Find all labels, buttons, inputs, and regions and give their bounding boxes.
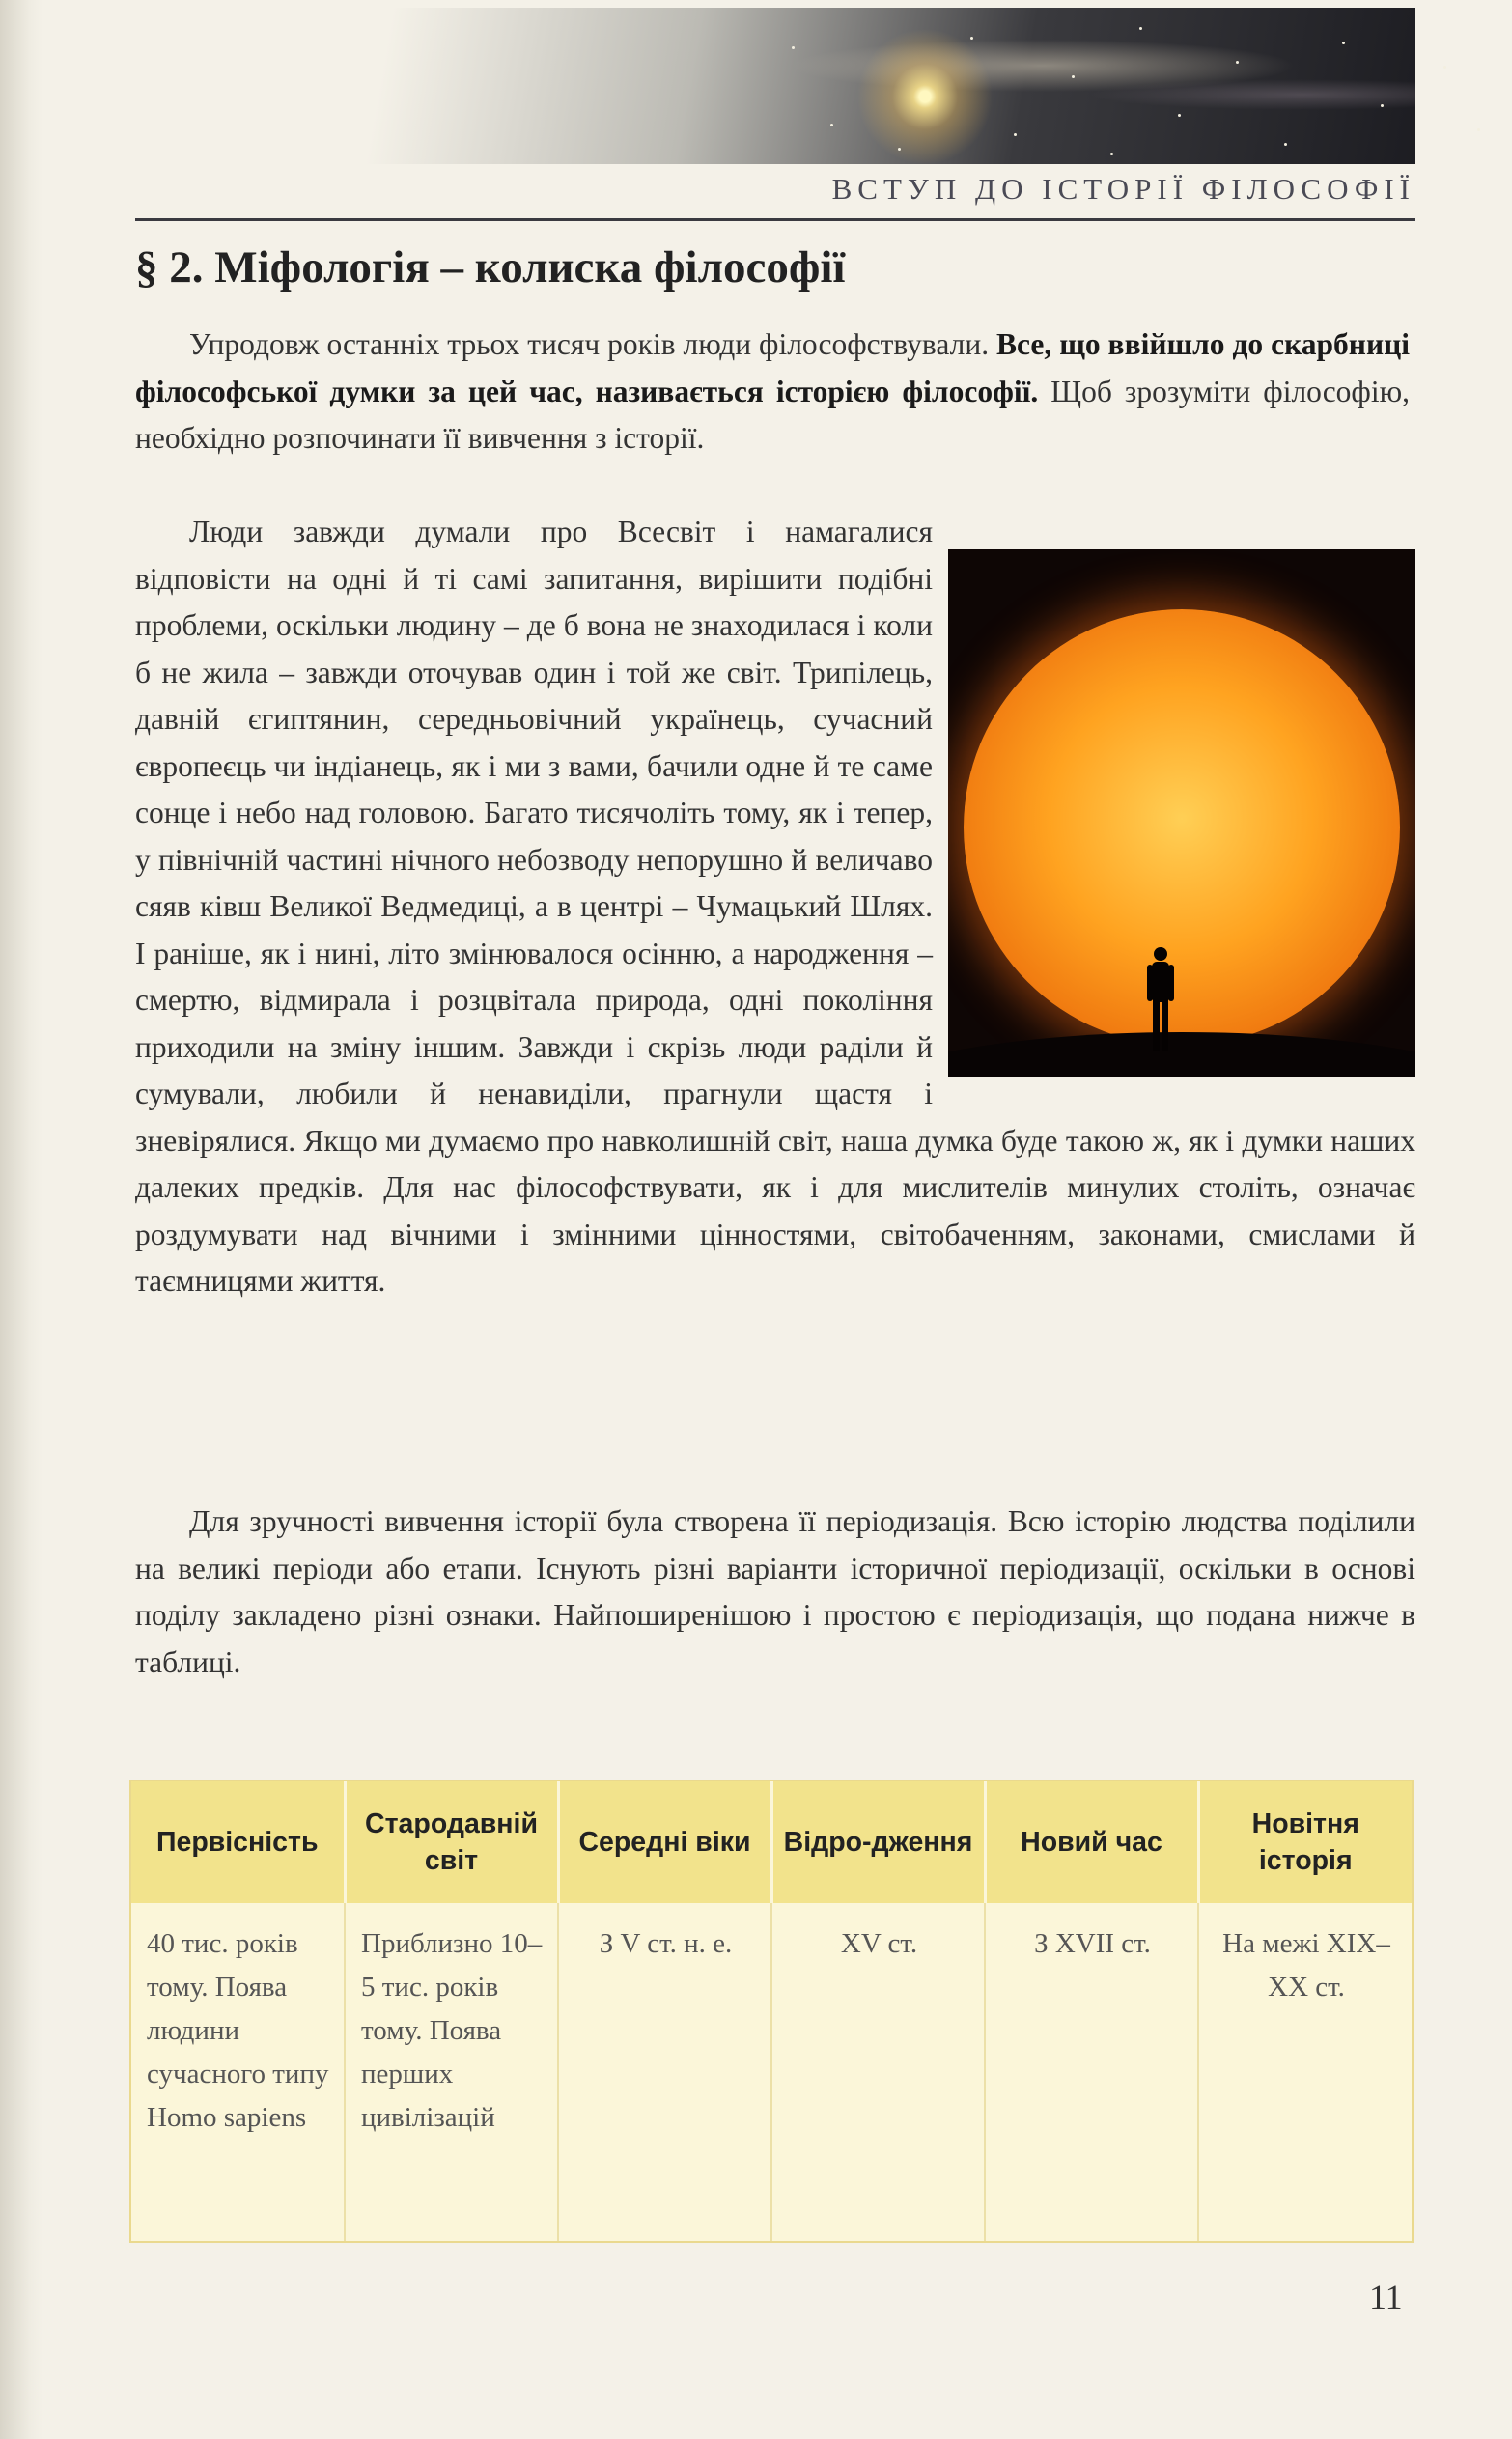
person-silhouette-icon: [1141, 945, 1180, 1051]
table-header-cell: Новий час: [985, 1781, 1198, 1903]
sun-illustration: [948, 549, 1415, 1077]
intro-text-end: Щоб зрозуміти філософію, необхідно розпочинати її вивчення з історії.: [135, 374, 1410, 455]
section-title: § 2. Міфологія – колиска філософії: [135, 242, 846, 293]
page-binding-shadow: [0, 0, 42, 2439]
intro-text: Упродовж останніх трьох тисяч років люди філософствували.: [189, 327, 990, 361]
starry-sky-banner: [97, 8, 1415, 164]
table-header-cell: Первісність: [131, 1781, 345, 1903]
periodization-table: [129, 1780, 1414, 2243]
table-row: [131, 1903, 1412, 2241]
table-header-cell: Новітня історія: [1198, 1781, 1412, 1903]
running-head: ВСТУП ДО ІСТОРІЇ ФІЛОСОФІЇ: [831, 172, 1415, 206]
table-cell: На межі XIX–XX ст.: [1222, 1928, 1390, 2003]
intro-paragraph: [135, 322, 1410, 463]
intro-bold-definition: Все, що ввійшло до скарбниці філософської думки за цей час, називається історією філософії.: [135, 327, 1410, 408]
table-cell: XV ст.: [771, 1903, 985, 2241]
sun-image: [964, 609, 1400, 1046]
table-cell: Приблизно 10–5 тис. років тому. Поява перших цивілізацій: [345, 1903, 558, 2241]
table-cell: З XVII ст.: [985, 1903, 1198, 2241]
table-header-cell: Стародавній світ: [345, 1781, 558, 1903]
table-header-cell: Середні віки: [558, 1781, 771, 1903]
table-header-cell: Відро-дження: [771, 1781, 985, 1903]
body-paragraph-text: Люди завжди думали про Всесвіт і намагалися відповісти на одні й ті самі запитання, вирішити подібні проблеми, оскільки людину – де б вона не знаходилася і коли б не жила – завжди оточував один і той же світ. Трипілець, давній єгиптянин, середньовічний українець, сучасний європеєць чи індіанець, як і ми з вами, бачили одне й те саме сонце і небо над головою. Багато тисячоліть тому, як і тепер, у північній частині нічного небозводу непорушно й величаво сяяв ківш Великої Ведмедиці, а в центрі – Чумацький Шлях. І раніше, як і нині, літо змінювалося осінню, а народження – смертю, відмирала і розцвітала природа, одні покоління приходили на зміну іншим. Завжди і скрізь люди раділи й сумували, любили й ненавиділи, прагнули щастя і зневірялися. Якщо ми думаємо про навколишній світ, наша думка буде такою ж, як і думки наших далеких предків. Для нас філософствувати, як і для мислителів минулих століть, означає роздумувати над вічними і змінними цінностями, світобаченням, законами, смислами й таємницями життя.: [135, 515, 1415, 1298]
page-number: 11: [1369, 2278, 1403, 2316]
header-rule: [135, 218, 1415, 221]
table-cell: З V ст. н. е.: [558, 1903, 771, 2241]
table-header-row: [131, 1781, 1412, 1903]
periodization-paragraph: Для зручності вивчення історії була створена її періодизація. Всю історію людства поділили на великі періоди або етапи. Існують різні варіанти історичної періодизації, оскільки в основі поділу закладено різні ознаки. Найпоширенішою і простою є періодизація, що подана нижче в таблиці.: [135, 1504, 1415, 1679]
table-cell: 40 тис. років тому. Поява людини сучасного типу Homo sapiens: [131, 1903, 345, 2241]
planet-horizon: [948, 1032, 1415, 1077]
stars: [97, 8, 1415, 164]
